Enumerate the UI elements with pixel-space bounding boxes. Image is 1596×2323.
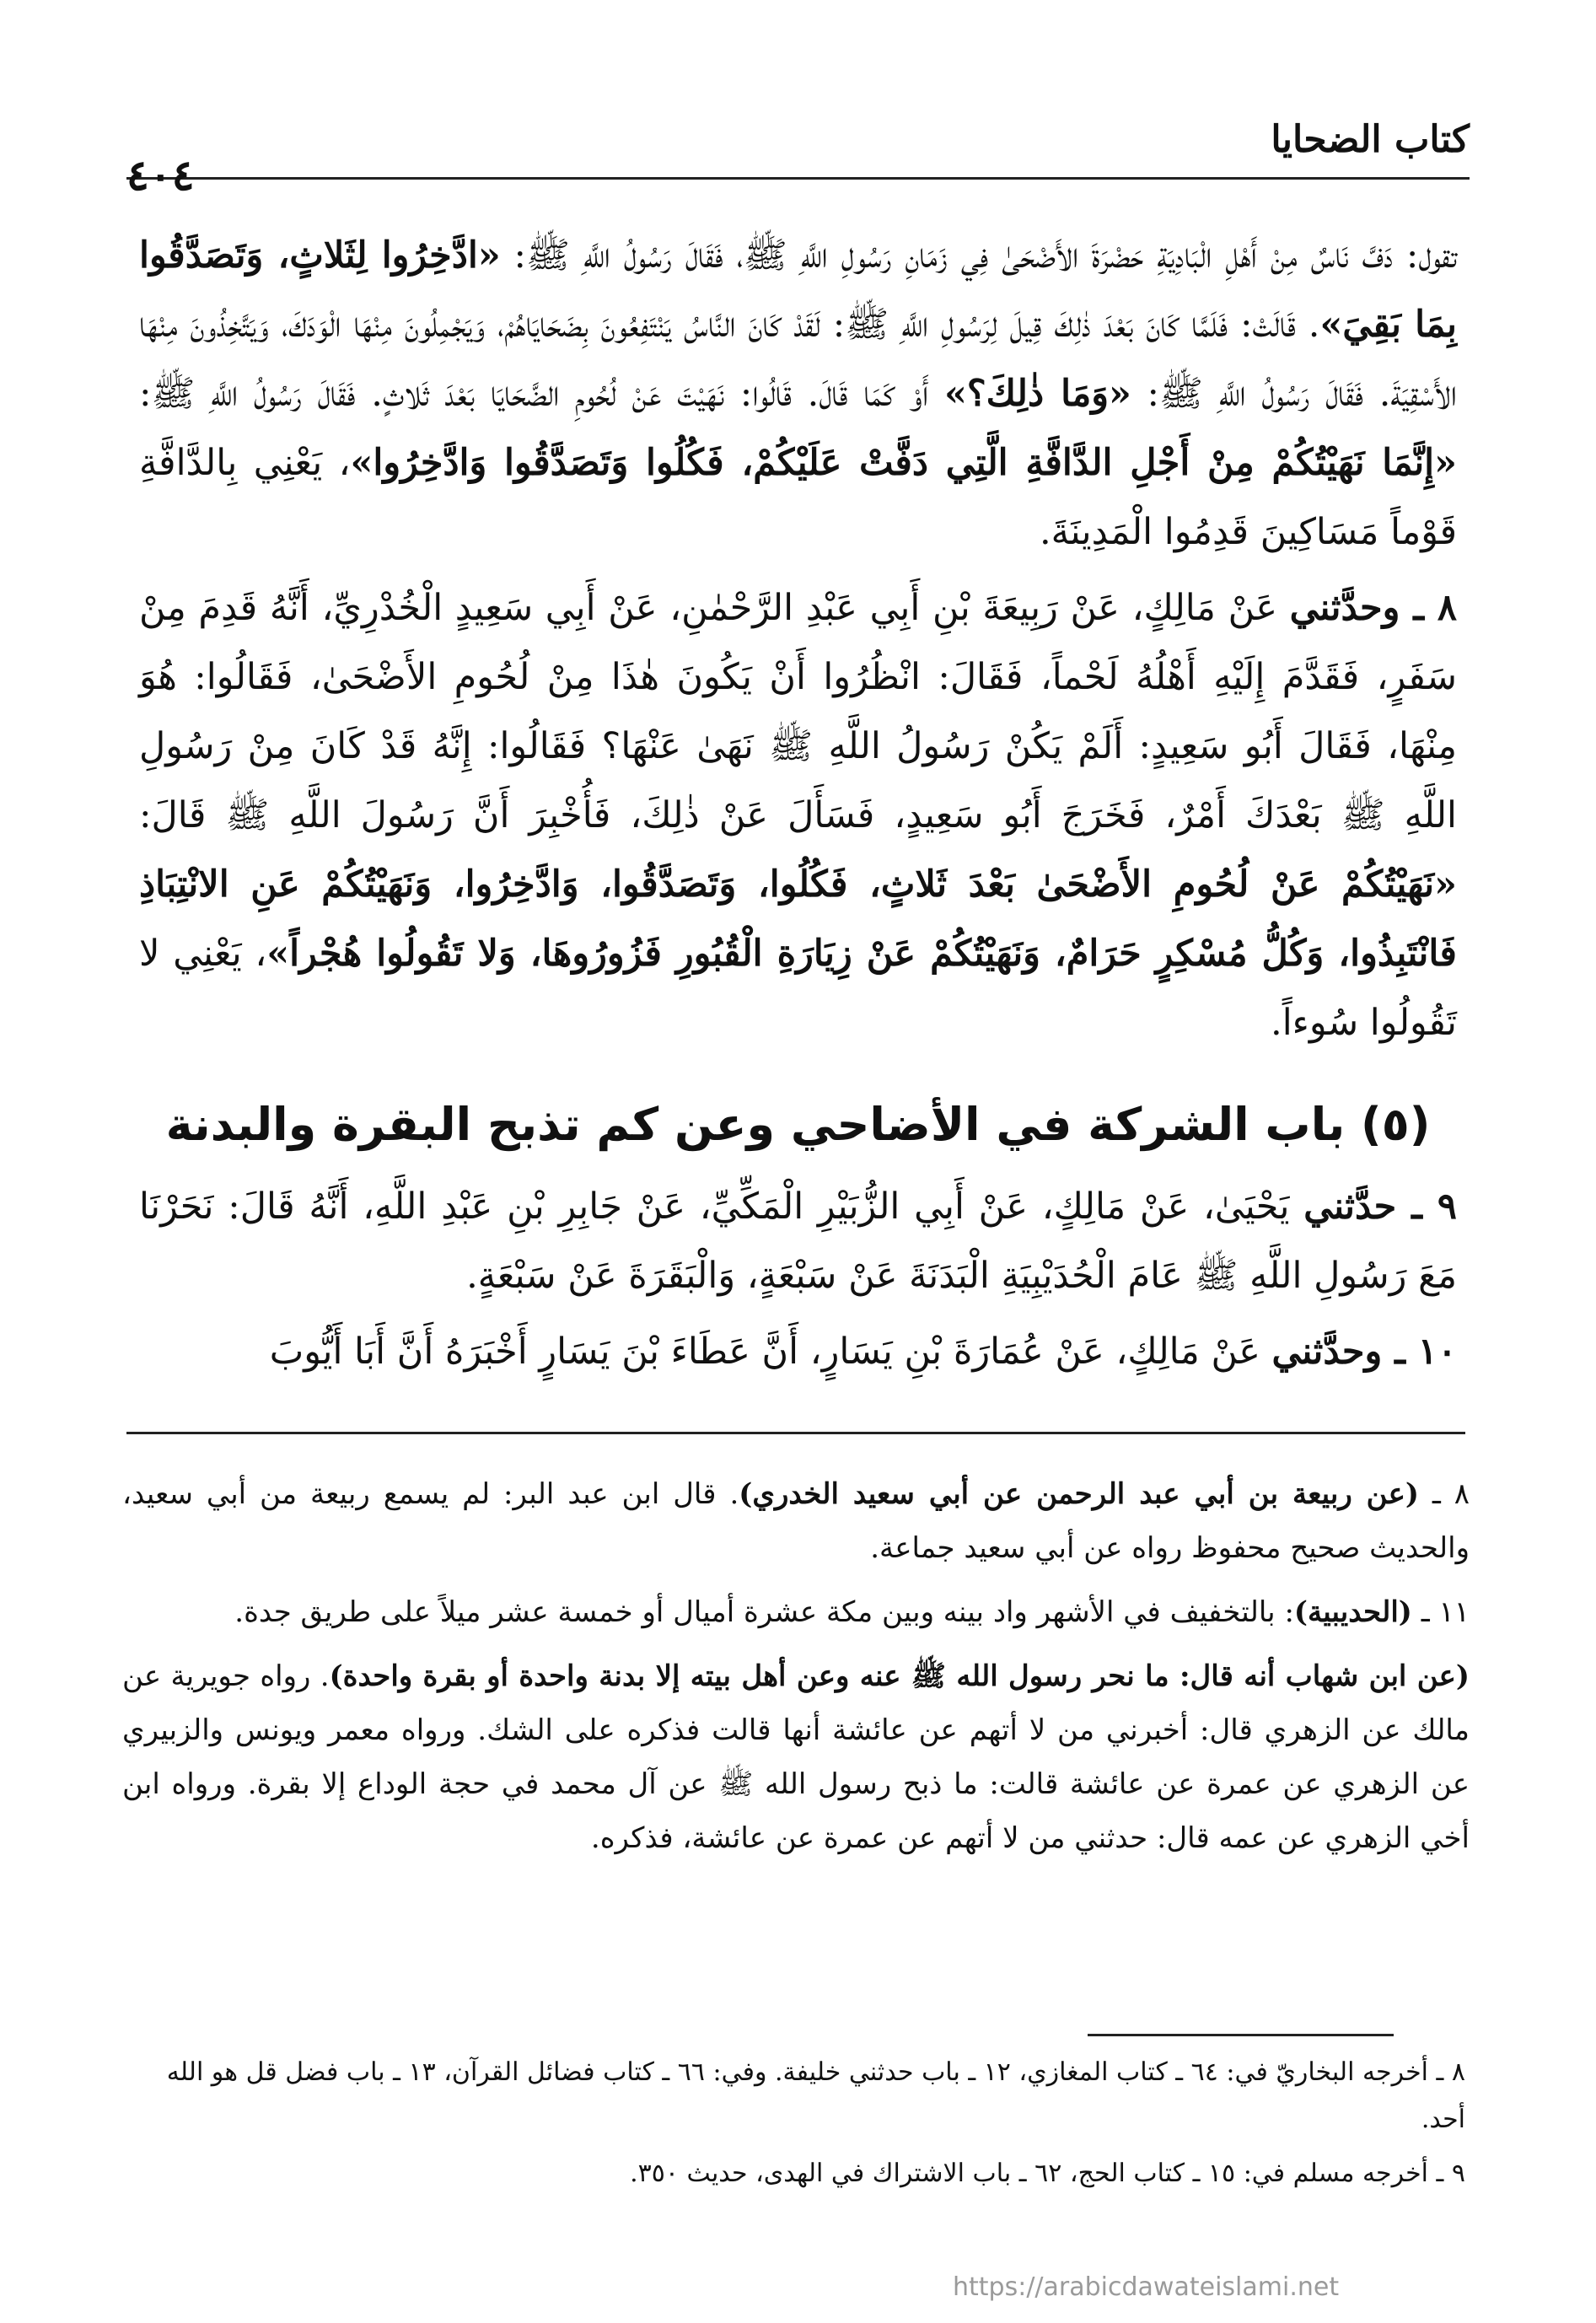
- main-text: [139, 221, 1457, 1386]
- hadith-number: ١٠ ـ: [1382, 1331, 1457, 1373]
- prophetic-saying: «إِنَّمَا نَهَيْتُكُمْ مِنْ أَجْلِ الدَّافَّةِ الَّتِي دَفَّتْ عَلَيْكُمْ، فَكُلُوا وَتَصَدَّقُوا وَادَّخِرُوا»: [350, 442, 1457, 484]
- hadith-text: ، يَعْنِي بِالدَّافَّةِ قَوْماً مَسَاكِينَ قَدِمُوا الْمَدِينَةَ.: [139, 442, 1457, 553]
- chapter-heading: (٥) باب الشركة في الأضاحي وعن كم تذبح البقرة والبدنة: [165, 1098, 1431, 1151]
- prophetic-saying: «ادَّخِرُوا لِثَلاثٍ، وَتَصَدَّقُوا بِمَا بَقِيَ»: [139, 234, 1457, 346]
- commentary-divider: [126, 1432, 1465, 1434]
- note-text: . قال ابن عبد البر: لم يسمع ربيعة من أبي سعيد، والحديث صحيح محفوظ رواه عن أبي سعيد جماعة.: [122, 1477, 1470, 1565]
- prophetic-saying: «وَمَا ذٰلِكَ؟»: [943, 373, 1131, 415]
- commentary-note-11: [122, 1585, 1470, 1639]
- commentary-note-ibn-shihab: [122, 1649, 1470, 1865]
- note-number: ٨ ـ: [1418, 1477, 1470, 1511]
- note-lemma: (عن ربيعة بن أبي عبد الرحمن عن أبي سعيد الخدري): [739, 1477, 1419, 1511]
- note-text: . رواه جويرية عن مالك عن الزهري قال: أخبرني من لا أتهم عن عائشة أنها قالت فذكره على الشك. ورواه معمر ويونس والزبيري عن الزهري عن عمرة عن عائشة قالت: ما ذبح رسول الله ﷺ عن آل محمد في حجة الوداع إلا بقرة. ورواه ابن أخي الزهري عن عمه قال: حدثني من لا أتهم عن عمرة عن عائشة، فذكره.: [122, 1659, 1470, 1855]
- hadith-9: [139, 1172, 1457, 1310]
- references-divider: [1088, 2034, 1394, 2036]
- reference-9: ٩ ـ أخرجه مسلم في: ١٥ ـ كتاب الحج، ٦٢ ـ باب الاشتراك في الهدى، حديث ٣٥٠.: [630, 2159, 1465, 2188]
- hadith-text: . قَالَتْ: فَلَمَّا كَانَ بَعْدَ ذٰلِكَ قِيلَ لِرَسُولِ اللَّهِ ﷺ: لَقَدْ كَانَ النَّاسُ يَنْتَفِعُونَ بِضَحَايَاهُمْ، وَيَجْمِلُونَ مِنْهَا الْوَدَكَ، وَيَتَّخِذُونَ مِنْهَا الأَسْقِيَةَ. فَقَالَ رَسُولُ اللَّهِ ﷺ:: [139, 304, 1458, 415]
- page-number: ٤٠٤: [126, 150, 195, 200]
- commentary-notes: [122, 1467, 1470, 1875]
- hadith-text: أَوْ كَمَا قَالَ. قَالُوا: نَهَيْتَ عَنْ لُحُومِ الضَّحَايَا بَعْدَ ثَلاثٍ. فَقَالَ رَسُولُ اللَّهِ ﷺ:: [139, 373, 944, 415]
- hadith-text: عَنْ مَالِكٍ، عَنْ عُمَارَةَ بْنِ يَسَارٍ، أَنَّ عَطَاءَ بْنَ يَسَارٍ أَخْبَرَهُ أَنَّ أَبَا أَيُّوبَ: [269, 1331, 1272, 1373]
- hadith-paragraph-continued: [139, 221, 1457, 567]
- hadith-text: تقول: دَفَّ نَاسٌ مِنْ أَهْلِ الْبَادِيَةِ حَضْرَةَ الأَضْحَىٰ فِي زَمَانِ رَسُولِ اللَّهِ ﷺ، فَقَالَ رَسُولُ اللَّهِ ﷺ:: [500, 234, 1457, 277]
- note-lemma: (الحديبية): [1293, 1595, 1412, 1629]
- hadith-number: ٨ ـ: [1400, 587, 1457, 629]
- hadith-number: ٩ ـ: [1396, 1186, 1457, 1228]
- hadith-text: عَنْ مَالِكٍ، عَنْ رَبِيعَةَ بْنِ أَبِي عَبْدِ الرَّحْمٰنِ، عَنْ أَبِي سَعِيدٍ الْخُدْرِيِّ، أَنَّهُ قَدِمَ مِنْ سَفَرٍ، فَقَدَّمَ إِلَيْهِ أَهْلُهُ لَحْماً، فَقَالَ: انْظُرُوا أَنْ يَكُونَ هٰذَا مِنْ لُحُومِ الأَضْحَىٰ، فَقَالُوا: هُوَ مِنْهَا، فَقَالَ أَبُو سَعِيدٍ: أَلَمْ يَكُنْ رَسُولُ اللَّهِ ﷺ نَهَىٰ عَنْهَا؟ فَقَالُوا: إِنَّهُ قَدْ كَانَ مِنْ رَسُولِ اللَّهِ ﷺ بَعْدَكَ أَمْرٌ، فَخَرَجَ أَبُو سَعِيدٍ، فَسَأَلَ عَنْ ذٰلِكَ، فَأُخْبِرَ أَنَّ رَسُولَ اللَّهِ ﷺ قَالَ:: [139, 587, 1457, 836]
- reference-8: ٨ ـ أخرجه البخاريّ في: ٦٤ ـ كتاب المغازي، ١٢ ـ باب حدثني خليفة. وفي: ٦٦ ـ كتاب فضائل القرآن، ١٣ ـ باب فضل قل هو الله أحد.: [166, 2057, 1465, 2134]
- hadith-text: يَحْيَىٰ، عَنْ مَالِكٍ، عَنْ أَبِي الزُّبَيْرِ الْمَكِّيِّ، عَنْ جَابِرِ بْنِ عَبْدِ اللَّهِ، أَنَّهُ قَالَ: نَحَرْنَا مَعَ رَسُولِ اللَّهِ ﷺ عَامَ الْحُدَيْبِيَةِ الْبَدَنَةَ عَنْ سَبْعَةٍ، وَالْبَقَرَةَ عَنْ سَبْعَةٍ.: [139, 1186, 1457, 1297]
- hadith-text: ، يَعْنِي لا تَقُولُوا سُوءاً.: [139, 933, 1457, 1044]
- hadith-8: [139, 573, 1457, 1057]
- hadith-10: [139, 1317, 1457, 1386]
- note-lemma: (عن ابن شهاب أنه قال: ما نحر رسول الله ﷺ عنه وعن أهل بيته إلا بدنة واحدة أو بقرة واحدة): [329, 1659, 1470, 1693]
- hadith-lead: حدَّثني: [1303, 1186, 1397, 1228]
- page-header: [126, 118, 1470, 200]
- hadith-lead: وحدَّثني: [1271, 1331, 1383, 1373]
- watermark-url: https://arabicdawateislami.net: [953, 2272, 1340, 2302]
- references: [122, 2049, 1465, 2204]
- note-number: ١١ ـ: [1411, 1595, 1470, 1629]
- commentary-note-8: [122, 1467, 1470, 1575]
- prophetic-saying: «نَهَيْتُكُمْ عَنْ لُحُومِ الأَضْحَىٰ بَعْدَ ثَلاثٍ، فَكُلُوا، وَتَصَدَّقُوا، وَادَّخِرُوا، وَنَهَيْتُكُمْ عَنِ الانْتِبَاذِ فَانْتَبِذُوا، وَكُلُّ مُسْكِرٍ حَرَامٌ، وَنَهَيْتُكُمْ عَنْ زِيَارَةِ الْقُبُورِ فَزُورُوهَا، وَلا تَقُولُوا هُجْراً»: [139, 863, 1457, 975]
- note-text: : بالتخفيف في الأشهر واد بينه وبين مكة عشرة أميال أو خمسة عشر ميلاً على طريق جدة.: [234, 1595, 1294, 1629]
- running-title: كتاب الضحايا: [1271, 118, 1470, 161]
- hadith-lead: وحدَّثني: [1289, 587, 1400, 629]
